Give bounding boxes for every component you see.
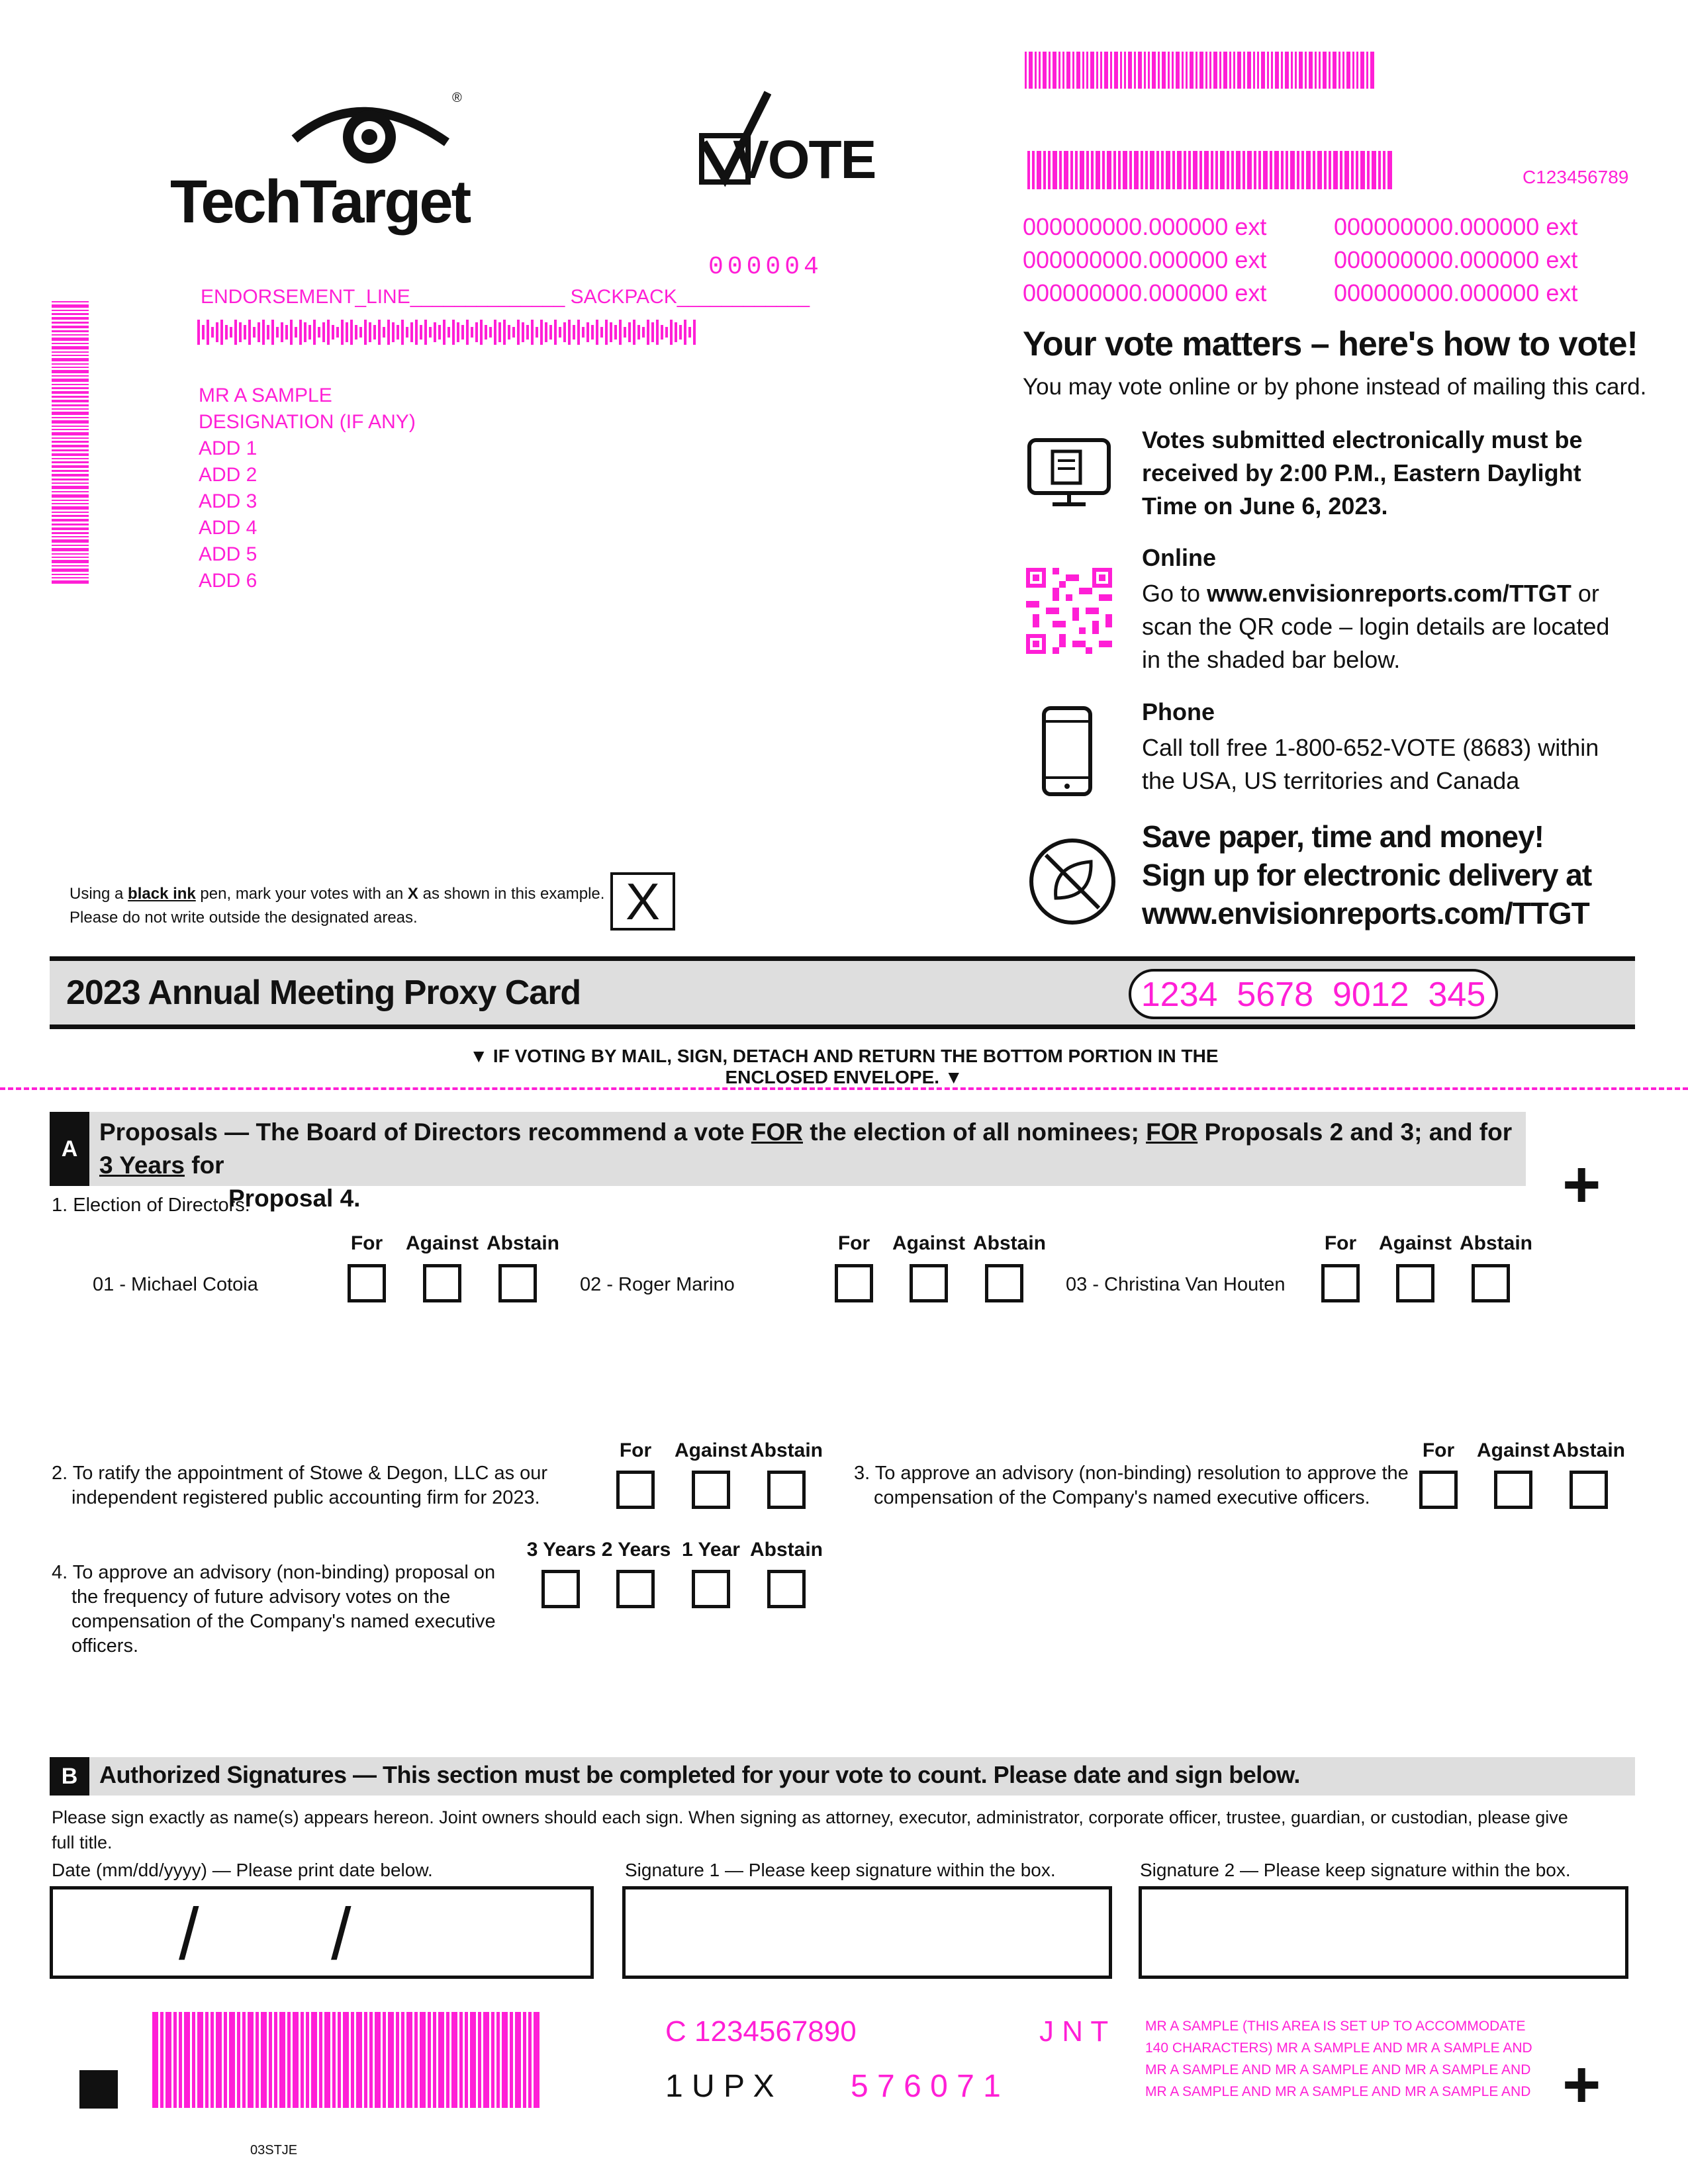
vote-text: VOTE: [733, 130, 876, 190]
date-separator-2: /: [331, 1893, 352, 1975]
for-underlined: FOR: [751, 1118, 803, 1146]
save-title: Save paper, time and money!: [1142, 819, 1544, 854]
ext-code-1: 000000000.000000 ext: [1023, 213, 1267, 240]
save-line2: Sign up for electronic delivery at: [1142, 858, 1592, 892]
crosshair-plus: +: [1562, 1148, 1601, 1222]
proposal-4-3-years-checkbox[interactable]: [541, 1570, 580, 1608]
proxy-title: 2023 Annual Meeting Proxy Card: [66, 974, 581, 1012]
job-code: 03STJE: [250, 2143, 298, 2158]
registration-square: [79, 2070, 118, 2109]
down-arrow-icon: ▼: [469, 1046, 493, 1066]
mail-note-text: IF VOTING BY MAIL, SIGN, DETACH AND RETURN THE BOTTOM PORTION IN THE ENCLOSED ENVELOPE.: [492, 1046, 1219, 1087]
mail-note: [424, 1046, 1264, 1088]
footer-code-2: J N T: [1039, 2015, 1109, 2048]
proposal-4-1-year-checkbox[interactable]: [692, 1570, 730, 1608]
proposal-4-text: 4. To approve an advisory (non-binding) proposal on the frequency of future advisory votes on the compensation of the Company's named executive officers.: [52, 1562, 496, 1657]
col-against: Against: [1378, 1232, 1452, 1254]
nominee-2-for-checkbox[interactable]: [835, 1264, 873, 1302]
vote-subtitle: You may vote online or by phone instead of mailing this card.: [1023, 374, 1647, 400]
col-against: Against: [892, 1232, 965, 1254]
section-b-letter: B: [50, 1757, 89, 1796]
signature-2-field[interactable]: [1139, 1886, 1628, 1979]
ext-code-6: 000000000.000000 ext: [1334, 279, 1578, 306]
ext-code-3: 000000000.000000 ext: [1023, 279, 1267, 306]
proposal-2-text: 2. To ratify the appointment of Stowe & Degon, LLC as our independent registered public accounting firm for 2023.: [52, 1463, 548, 1508]
address-line: DESIGNATION (IF ANY): [199, 411, 416, 433]
control-id: C123456789: [1523, 167, 1629, 187]
top-barcode: [1025, 52, 1402, 89]
record-number: 000004: [708, 253, 823, 281]
phone-icon: [1041, 705, 1094, 797]
vote-logo: [698, 89, 876, 195]
proposal-3-against-checkbox[interactable]: [1494, 1471, 1532, 1509]
online-text: [1142, 577, 1618, 676]
crosshair-plus: +: [1562, 2048, 1601, 2122]
col-for: For: [1422, 1439, 1455, 1461]
techtarget-logo: [169, 89, 473, 242]
proxy-bar-top-rule: [50, 956, 1635, 961]
online-text-prefix: Go to: [1142, 580, 1207, 607]
col-3-years: 3 Years: [526, 1539, 596, 1561]
col-against: Against: [1476, 1439, 1550, 1461]
date-separator-1: /: [179, 1893, 199, 1975]
proposal-4-2-years-checkbox[interactable]: [616, 1570, 655, 1608]
election-label: 1. Election of Directors:: [52, 1195, 250, 1216]
col-for: For: [619, 1439, 652, 1461]
footer-code-1: C 1234567890: [665, 2015, 857, 2048]
online-url[interactable]: www.envisionreports.com/TTGT: [1207, 580, 1571, 607]
leaf-no-paper-icon: [1026, 835, 1119, 928]
col-for: For: [1324, 1232, 1357, 1254]
deadline-text: Votes submitted electronically must be received by 2:00 P.M., Eastern Daylight Time on June 6, 2023.: [1142, 426, 1583, 520]
phone-title: Phone: [1142, 698, 1215, 725]
nominee-1-against-checkbox[interactable]: [423, 1264, 461, 1302]
control-number[interactable]: 1234 5678 9012 345: [1129, 969, 1498, 1019]
ext-code-2: 000000000.000000 ext: [1023, 246, 1267, 273]
control-barcode: [1027, 151, 1477, 189]
address-block: [199, 383, 416, 594]
nominee-3: 03 - Christina Van Houten: [1066, 1274, 1286, 1295]
col-for: For: [837, 1232, 870, 1254]
nominee-1-abstain-checkbox[interactable]: [498, 1264, 537, 1302]
address-line: ADD 3: [199, 490, 258, 512]
vote-title: Your vote matters – here's how to vote!: [1023, 325, 1638, 363]
col-abstain: Abstain: [749, 1539, 823, 1561]
example-mark-box: [610, 872, 675, 931]
proposal-3-abstain-checkbox[interactable]: [1570, 1471, 1608, 1509]
save-url[interactable]: www.envisionreports.com/TTGT: [1142, 896, 1589, 931]
section-a-letter: A: [50, 1112, 89, 1186]
col-abstain: Abstain: [486, 1232, 559, 1254]
registered-mark: ®: [452, 91, 462, 105]
ink-instructions: [70, 882, 604, 930]
proposal-2-against-checkbox[interactable]: [692, 1471, 730, 1509]
col-against: Against: [674, 1439, 747, 1461]
address-line: ADD 2: [199, 464, 258, 486]
down-arrow-icon: ▼: [939, 1067, 963, 1087]
postal-barcode: [197, 319, 750, 345]
nominee-2-against-checkbox[interactable]: [910, 1264, 948, 1302]
address-line: MR A SAMPLE: [199, 385, 332, 406]
proposal-2-abstain-checkbox[interactable]: [767, 1471, 806, 1509]
col-abstain: Abstain: [1552, 1439, 1625, 1461]
sig2-label: Signature 2 — Please keep signature within the box.: [1140, 1860, 1571, 1880]
nominee-1-for-checkbox[interactable]: [348, 1264, 386, 1302]
qr-code-icon[interactable]: [1026, 568, 1112, 654]
section-a-heading-line2: Proposal 4.: [228, 1185, 361, 1212]
nominee-2: 02 - Roger Marino: [580, 1274, 735, 1295]
endorsement-line: ENDORSEMENT_LINE______________ SACKPACK____________: [201, 286, 810, 308]
save-block: [1142, 817, 1591, 933]
nominee-3-abstain-checkbox[interactable]: [1472, 1264, 1510, 1302]
proposal-4-abstain-checkbox[interactable]: [767, 1570, 806, 1608]
proposal-2-for-checkbox[interactable]: [616, 1471, 655, 1509]
online-title: Online: [1142, 544, 1217, 571]
detach-line: [0, 1087, 1688, 1090]
nominee-3-for-checkbox[interactable]: [1321, 1264, 1360, 1302]
col-against: Against: [405, 1232, 479, 1254]
ink-line-2: Please do not write outside the designated areas.: [70, 909, 418, 927]
col-2-years: 2 Years: [601, 1539, 671, 1561]
black-ink-text: black ink: [128, 885, 196, 903]
footer-code-3: 1 U P X: [665, 2069, 774, 2104]
phone-text: Call toll free 1-800-652-VOTE (8683) within the USA, US territories and Canada: [1142, 734, 1599, 794]
proxy-bar-bottom-rule: [50, 1024, 1635, 1029]
signing-instructions: Please sign exactly as name(s) appears hereon. Joint owners should each sign. When signing as attorney, executor, administrator, corporate officer, trustee, guardian, or custodian, please give full title.: [52, 1807, 1568, 1852]
sample-text-block: MR A SAMPLE (THIS AREA IS SET UP TO ACCOMMODATE 140 CHARACTERS) MR A SAMPLE AND MR A SAMPLE AND MR A SAMPLE AND MR A SAMPLE AND MR A SAMPLE AND MR A SAMPLE AND MR A SAMPLE AND MR A SAMPLE AND: [1145, 2019, 1532, 2099]
three-years-underlined: 3 Years: [99, 1152, 185, 1179]
section-a-heading: Proposals — The Board of Directors recommend a vote FOR the election of all nominees; FOR Proposals 2 and 3; and for 3 Years for Proposal 4.: [99, 1116, 1516, 1215]
eye-icon: [169, 89, 473, 175]
address-line: ADD 4: [199, 517, 258, 539]
col-abstain: Abstain: [972, 1232, 1046, 1254]
sig1-label: Signature 1 — Please keep signature within the box.: [625, 1860, 1056, 1880]
ink-line-1: Using a black ink pen, mark your votes with an X as shown in this example.: [70, 885, 605, 903]
brand-name: TechTarget: [170, 168, 470, 236]
for-underlined: FOR: [1146, 1118, 1198, 1146]
address-line: ADD 6: [199, 570, 258, 592]
date-field[interactable]: [50, 1886, 594, 1979]
col-abstain: Abstain: [749, 1439, 823, 1461]
ext-code-4: 000000000.000000 ext: [1334, 213, 1578, 240]
footer-code-4: 5 7 6 0 7 1: [851, 2069, 1001, 2104]
date-label: Date (mm/dd/yyyy) — Please print date below.: [52, 1860, 433, 1880]
online-text-suffix: or scan the QR code – login details are located in the shaded bar below.: [1142, 580, 1610, 673]
bottom-barcode: [152, 2012, 669, 2108]
x-text: X: [407, 885, 418, 903]
col-1-year: 1 Year: [682, 1539, 740, 1561]
proposal-3-for-checkbox[interactable]: [1419, 1471, 1458, 1509]
nominee-2-abstain-checkbox[interactable]: [985, 1264, 1023, 1302]
nominee-3-against-checkbox[interactable]: [1396, 1264, 1434, 1302]
computer-icon: [1026, 437, 1112, 510]
ext-code-5: 000000000.000000 ext: [1334, 246, 1578, 273]
nominee-1: 01 - Michael Cotoia: [93, 1274, 258, 1295]
side-barcode: [52, 301, 89, 586]
section-b-heading: Authorized Signatures — This section must be completed for your vote to count. Please date and sign below.: [99, 1761, 1300, 1788]
address-line: ADD 1: [199, 437, 258, 459]
proposal-3-text: 3. To approve an advisory (non-binding) resolution to approve the compensation of the Company's named executive officers.: [854, 1463, 1409, 1508]
signature-1-field[interactable]: [622, 1886, 1112, 1979]
col-abstain: Abstain: [1459, 1232, 1532, 1254]
example-x: X: [625, 872, 661, 931]
address-line: ADD 5: [199, 543, 258, 565]
col-for: For: [350, 1232, 383, 1254]
